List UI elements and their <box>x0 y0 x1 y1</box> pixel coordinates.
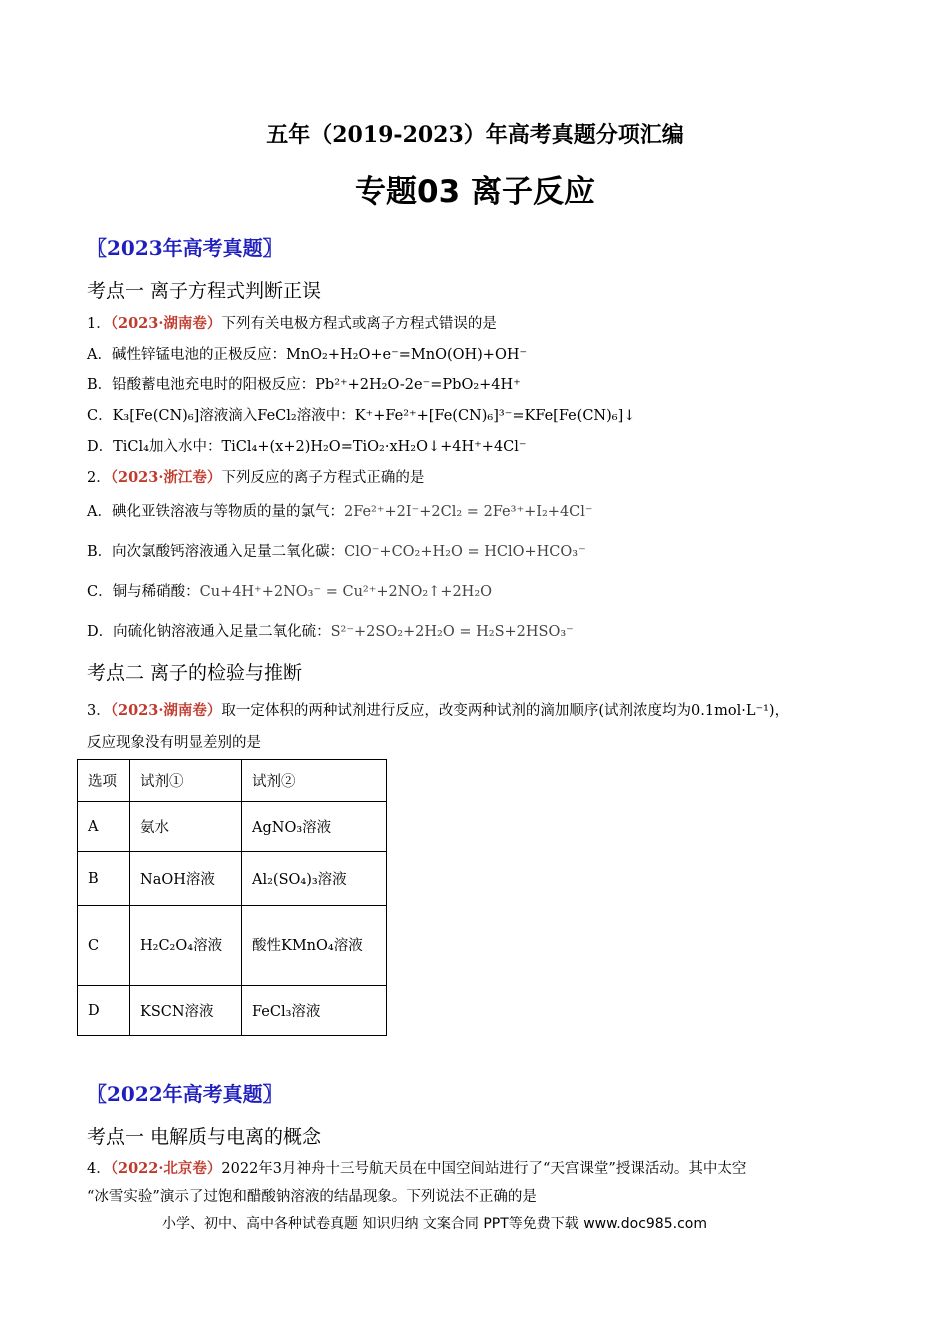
table-row <box>78 986 387 1036</box>
question-number: 3． <box>87 703 111 719</box>
question-4 <box>87 1157 746 1178</box>
option-label: D．向硫化钠溶液通入足量二氧化硫： <box>87 624 331 640</box>
table-cell: A <box>78 802 130 852</box>
option-a <box>87 500 593 521</box>
topic-title: 专题03 离子反应 <box>355 174 595 210</box>
question-source: （2023·浙江卷） <box>110 469 222 486</box>
option-c <box>87 580 492 601</box>
table-cell: D <box>78 986 130 1036</box>
table-header-cell: 选项 <box>78 760 130 802</box>
table-header-cell: 试剂② <box>242 760 387 802</box>
question-stem-continued: 反应现象没有明显差别的是 <box>87 735 261 751</box>
option-equation: S²⁻+2SO₂+2H₂O = H₂S+2HSO₃⁻ <box>330 624 574 640</box>
topic-point-heading: 考点一 离子方程式判断正误 <box>87 280 322 302</box>
table-cell: B <box>78 852 130 906</box>
table-cell: C <box>78 906 130 986</box>
question-source: （2023·湖南卷） <box>110 702 222 719</box>
table-cell: H₂C₂O₄溶液 <box>130 906 242 986</box>
table-row <box>78 802 387 852</box>
table-row <box>78 852 387 906</box>
question-source: （2023·湖南卷） <box>110 315 222 332</box>
section-heading-2023: 〖2023年高考真题〗 <box>87 236 283 260</box>
table-cell: KSCN溶液 <box>130 986 242 1036</box>
reagent-table <box>77 759 387 1036</box>
question-1 <box>87 312 497 333</box>
question-source: （2022·北京卷） <box>110 1160 222 1177</box>
option-d <box>87 620 574 641</box>
table-header-cell: 试剂① <box>130 760 242 802</box>
table-cell: 酸性KMnO₄溶液 <box>242 906 387 986</box>
option-equation: ClO⁻+CO₂+H₂O = HClO+HCO₃⁻ <box>344 544 586 560</box>
option-equation: 2Fe²⁺+2I⁻+2Cl₂ = 2Fe³⁺+I₂+4Cl⁻ <box>343 504 593 520</box>
document-title: 五年（2019-2023）年高考真题分项汇编 <box>266 122 684 148</box>
option-c: C．K₃[Fe(CN)₆]溶液滴入FeCl₂溶液中：K⁺+Fe²⁺+[Fe(CN)₆]³⁻=KFe[Fe(CN)₆]↓ <box>87 408 636 424</box>
question-stem: 2022年3月神舟十三号航天员在中国空间站进行了“天宫课堂”授课活动。其中太空 <box>221 1161 747 1177</box>
section-heading-2022: 〖2022年高考真题〗 <box>87 1082 283 1106</box>
table-cell: NaOH溶液 <box>130 852 242 906</box>
option-label: A．碘化亚铁溶液与等物质的量的氯气： <box>87 504 344 520</box>
topic-point-heading: 考点二 离子的检验与推断 <box>87 662 303 684</box>
option-b: B．铅酸蓄电池充电时的阳极反应：Pb²⁺+2H₂O-2e⁻=PbO₂+4H⁺ <box>87 377 521 393</box>
question-number: 2． <box>87 470 111 486</box>
table-header-row <box>78 760 387 802</box>
option-equation: Cu+4H⁺+2NO₃⁻ = Cu²⁺+2NO₂↑+2H₂O <box>199 584 493 600</box>
option-label: B．向次氯酸钙溶液通入足量二氧化碳： <box>87 544 345 560</box>
question-stem: 取一定体积的两种试剂进行反应，改变两种试剂的滴加顺序(试剂浓度均为0.1mol·L⁻¹)， <box>221 703 790 719</box>
option-d: D．TiCl₄加入水中：TiCl₄+(x+2)H₂O=TiO₂·xH₂O↓+4H⁺+4Cl⁻ <box>87 439 527 455</box>
question-number: 4． <box>87 1161 111 1177</box>
question-number: 1． <box>87 316 111 332</box>
page-footer: 小学、初中、高中各种试卷真题 知识归纳 文案合同 PPT等免费下载 www.doc985.com <box>162 1216 707 1232</box>
table-cell: AgNO₃溶液 <box>242 802 387 852</box>
option-a: A．碱性锌锰电池的正极反应：MnO₂+H₂O+e⁻=MnO(OH)+OH⁻ <box>87 347 528 363</box>
table-cell: Al₂(SO₄)₃溶液 <box>242 852 387 906</box>
question-2 <box>87 466 424 487</box>
question-stem: 下列反应的离子方程式正确的是 <box>221 470 425 486</box>
topic-point-heading: 考点一 电解质与电离的概念 <box>87 1126 322 1148</box>
option-b <box>87 540 586 561</box>
question-stem: 下列有关电极方程式或离子方程式错误的是 <box>221 316 497 332</box>
table-cell: FeCl₃溶液 <box>242 986 387 1036</box>
question-stem-continued: “冰雪实验”演示了过饱和醋酸钠溶液的结晶现象。下列说法不正确的是 <box>87 1189 537 1205</box>
table-row <box>78 906 387 986</box>
question-3 <box>87 699 789 720</box>
table-cell: 氨水 <box>130 802 242 852</box>
option-label: C．铜与稀硝酸： <box>87 584 200 600</box>
